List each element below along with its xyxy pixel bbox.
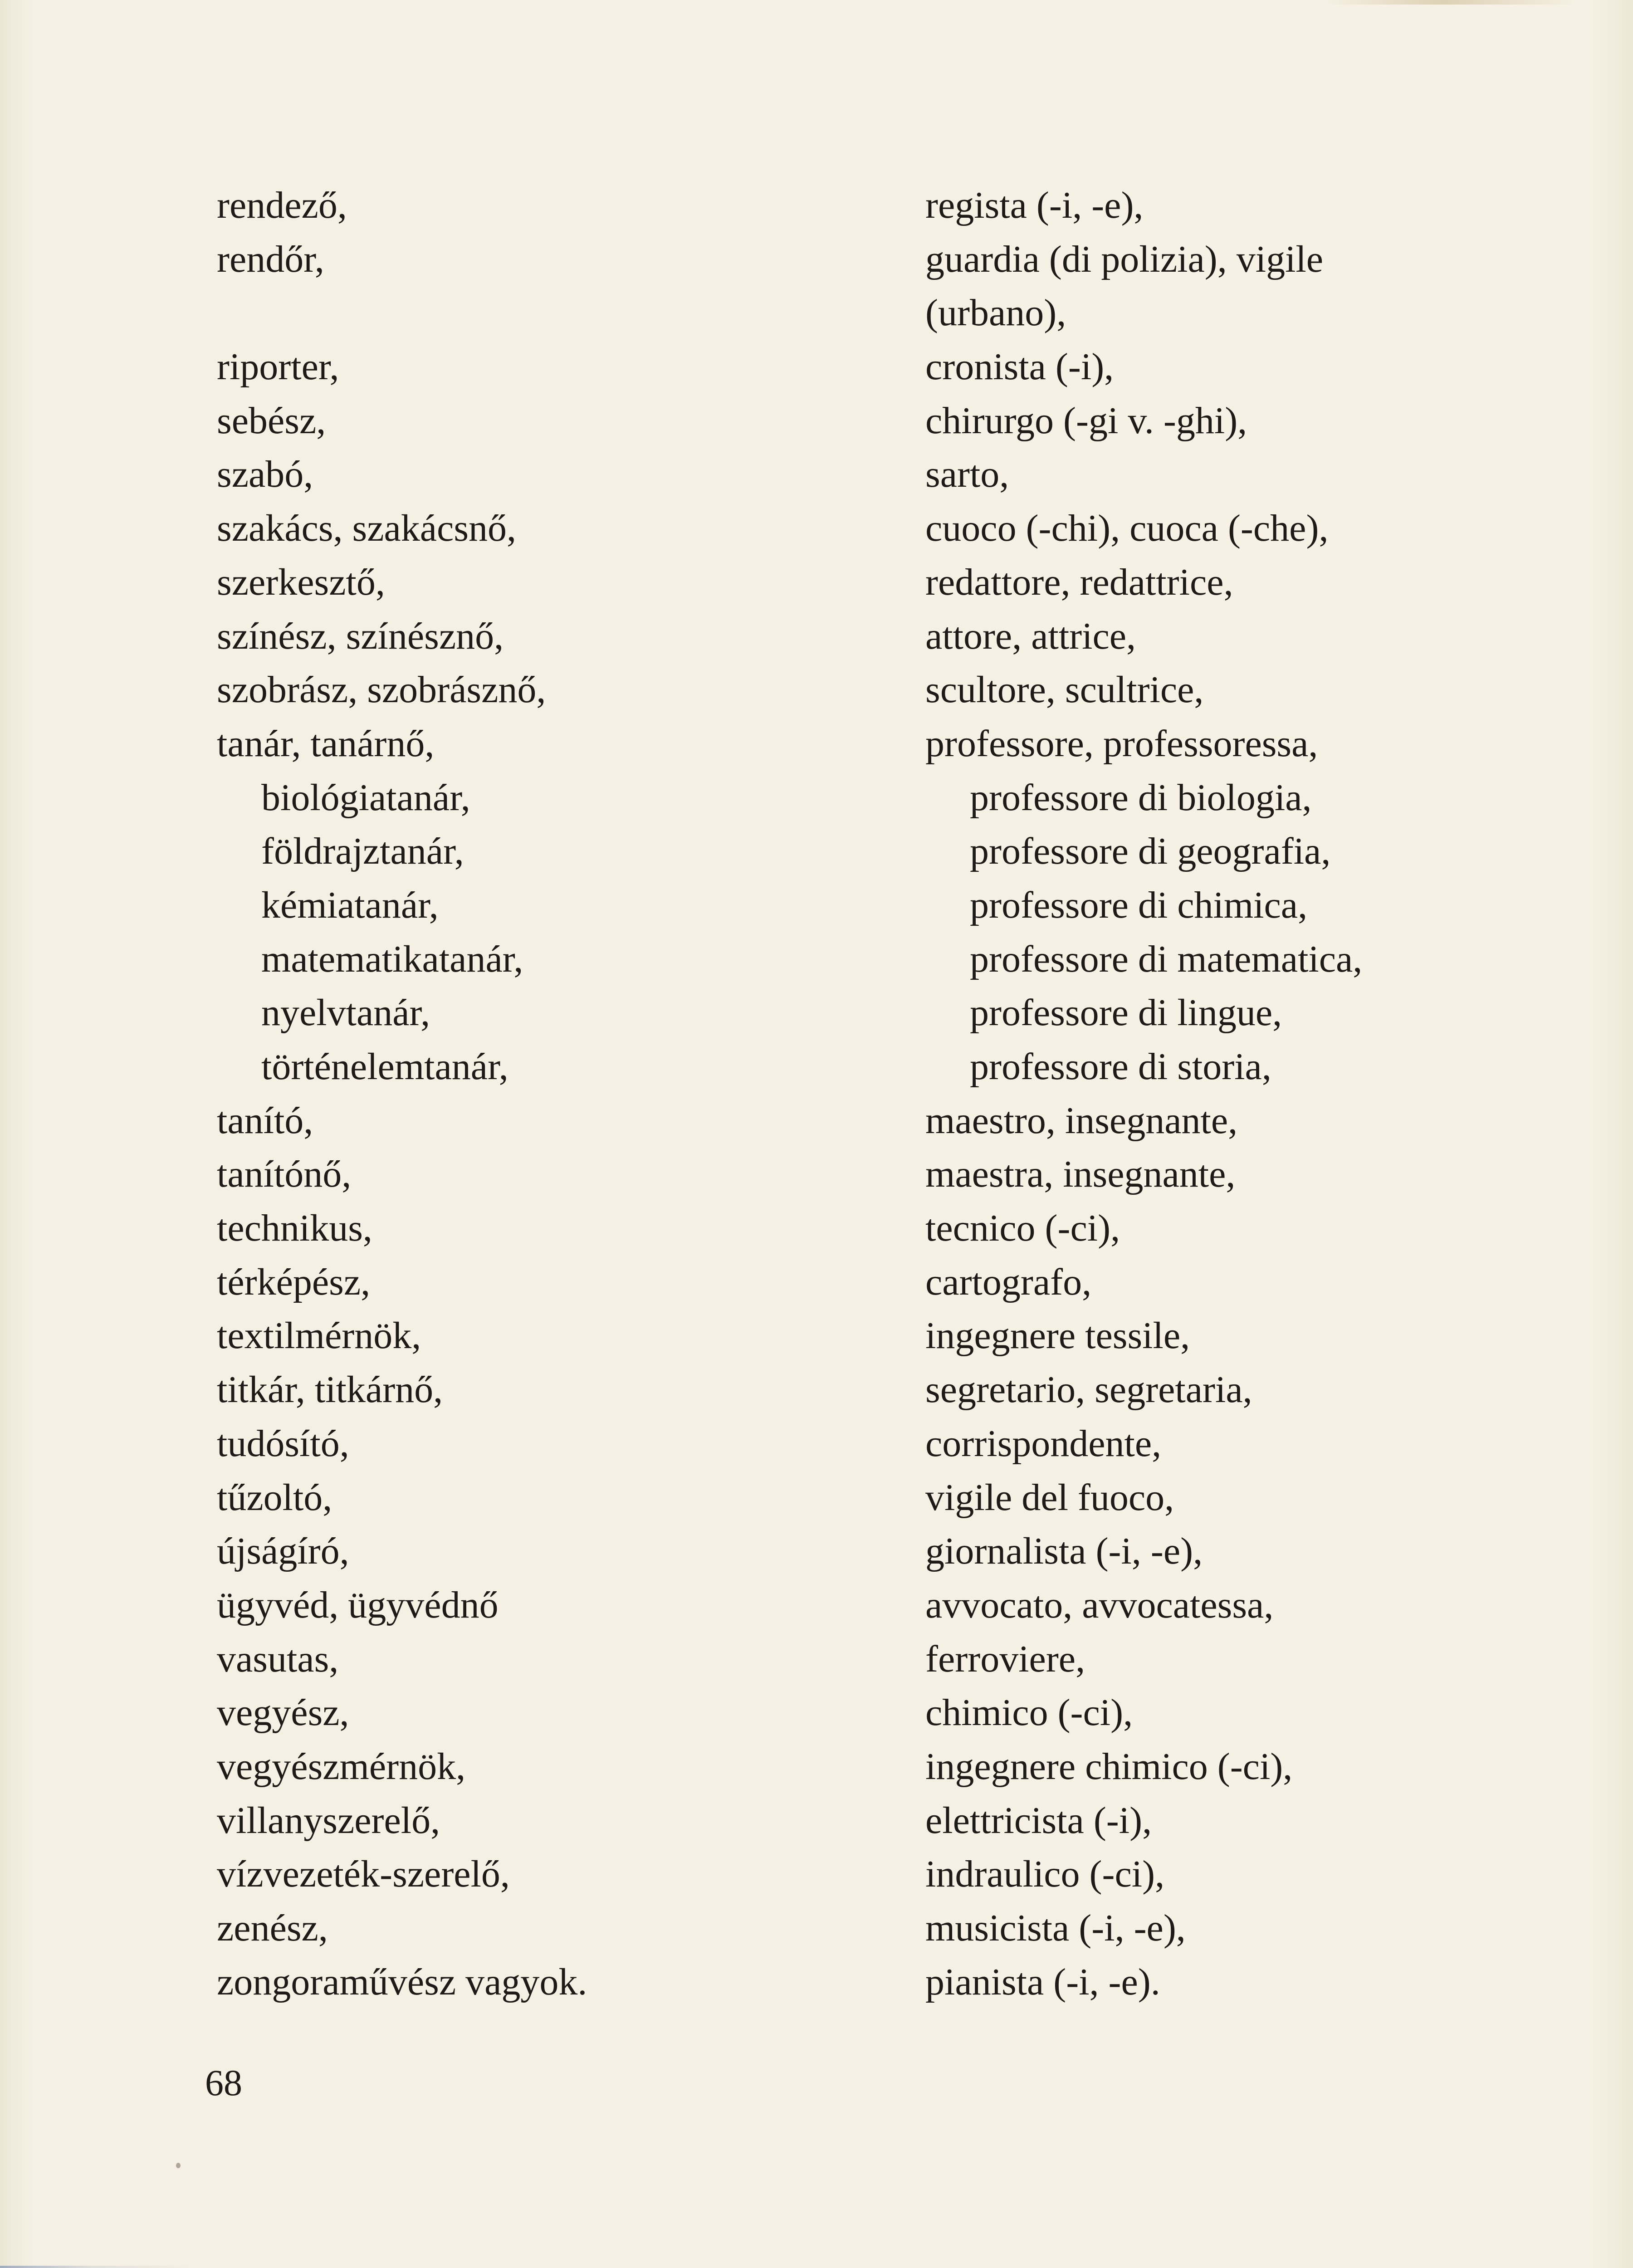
hungarian-entry: sebész, [217,399,326,442]
italian-entry: maestro, insegnante, [925,1099,1238,1142]
italian-subentry: professore di lingue, [970,992,1282,1034]
italian-entry: tecnico (-ci), [925,1207,1120,1250]
hungarian-entry: szabó, [217,453,313,496]
italian-entry: guardia (di polizia), vigile [925,238,1324,280]
hungarian-subentry: történelemtanár, [261,1046,508,1088]
italian-entry: chirurgo (-gi v. -ghi), [925,399,1247,442]
italian-entry: ferroviere, [925,1637,1085,1680]
hungarian-entry: színész, színésznő, [217,615,504,657]
italian-entry: cronista (-i), [925,346,1114,388]
hungarian-entry: szerkesztő, [217,561,385,603]
hungarian-entry: vízvezeték-szerelő, [217,1853,510,1896]
hungarian-subentry: kémiatanár, [261,884,439,926]
hungarian-subentry: biológiatanár, [261,776,470,819]
italian-entry: elettricista (-i), [925,1799,1152,1842]
italian-entry: maestra, insegnante, [925,1153,1236,1196]
hungarian-entry: újságíró, [217,1530,349,1573]
hungarian-entry: tanár, tanárnő, [217,722,435,765]
italian-entry: musicista (-i, -e), [925,1907,1186,1949]
hungarian-subentry: földrajztanár, [261,830,464,873]
hungarian-entry [217,288,807,342]
italian-entry: regista (-i, -e), [925,184,1144,226]
scan-edge-mark [1325,0,1579,5]
hungarian-entry: titkár, titkárnő, [217,1369,443,1411]
hungarian-subentry: nyelvtanár, [261,992,430,1034]
italian-entry: sarto, [925,453,1009,496]
hungarian-entry: szobrász, szobrásznő, [217,669,546,711]
hungarian-entry: zongoraművész vagyok. [217,1960,587,2003]
hungarian-entry: vasutas, [217,1637,339,1680]
hungarian-entry: szakács, szakácsnő, [217,507,517,550]
hungarian-entry: rendőr, [217,238,324,280]
italian-entry: redattore, redattrice, [925,561,1233,603]
hungarian-entry: térképész, [217,1261,371,1303]
italian-subentry: professore di matematica, [970,938,1363,980]
italian-entry: cuoco (-chi), cuoca (-che), [925,507,1329,550]
italian-subentry: professore di chimica, [970,884,1308,926]
hungarian-entry: zenész, [217,1907,328,1949]
hungarian-column [217,181,807,2011]
italian-entry: segretario, segretaria, [925,1369,1252,1411]
italian-entry: (urbano), [925,292,1066,334]
scan-edge-mark-bottom [0,2266,1633,2268]
paper-speck [176,2163,181,2168]
italian-subentry: professore di biologia, [970,776,1312,819]
hungarian-entry: tanítónő, [217,1153,352,1196]
hungarian-entry: textilmérnök, [217,1315,421,1357]
italian-entry: indraulico (-ci), [925,1853,1165,1896]
italian-entry: giornalista (-i, -e), [925,1530,1203,1573]
italian-entry: pianista (-i, -e). [925,1960,1160,2003]
hungarian-entry: tanító, [217,1099,313,1142]
italian-entry: corrispondente, [925,1422,1162,1465]
hungarian-entry: tűzoltó, [217,1476,332,1519]
hungarian-entry: villanyszerelő, [217,1799,440,1842]
italian-subentry: professore di storia, [970,1046,1271,1088]
italian-entry: cartografo, [925,1261,1092,1303]
hungarian-entry: vegyészmérnök, [217,1745,466,1788]
italian-entry: ingegnere tessile, [925,1315,1190,1357]
hungarian-entry: vegyész, [217,1691,349,1734]
italian-entry: chimico (-ci), [925,1691,1133,1734]
italian-entry: ingegnere chimico (-ci), [925,1745,1293,1788]
italian-entry: professore, professoressa, [925,722,1318,765]
italian-entry: vigile del fuoco, [925,1476,1174,1519]
hungarian-entry: ügyvéd, ügyvédnő [217,1584,499,1626]
italian-entry: attore, attrice, [925,615,1136,657]
hungarian-entry: tudósító, [217,1422,349,1465]
hungarian-subentry: matematikatanár, [261,938,523,980]
page-number: 68 [205,2062,242,2103]
hungarian-entry: riporter, [217,346,339,388]
hungarian-entry: rendező, [217,184,347,226]
italian-entry: scultore, scultrice, [925,669,1204,711]
hungarian-entry: technikus, [217,1207,372,1250]
italian-column [925,181,1588,2011]
italian-subentry: professore di geografia, [970,830,1331,873]
italian-entry: avvocato, avvocatessa, [925,1584,1274,1626]
